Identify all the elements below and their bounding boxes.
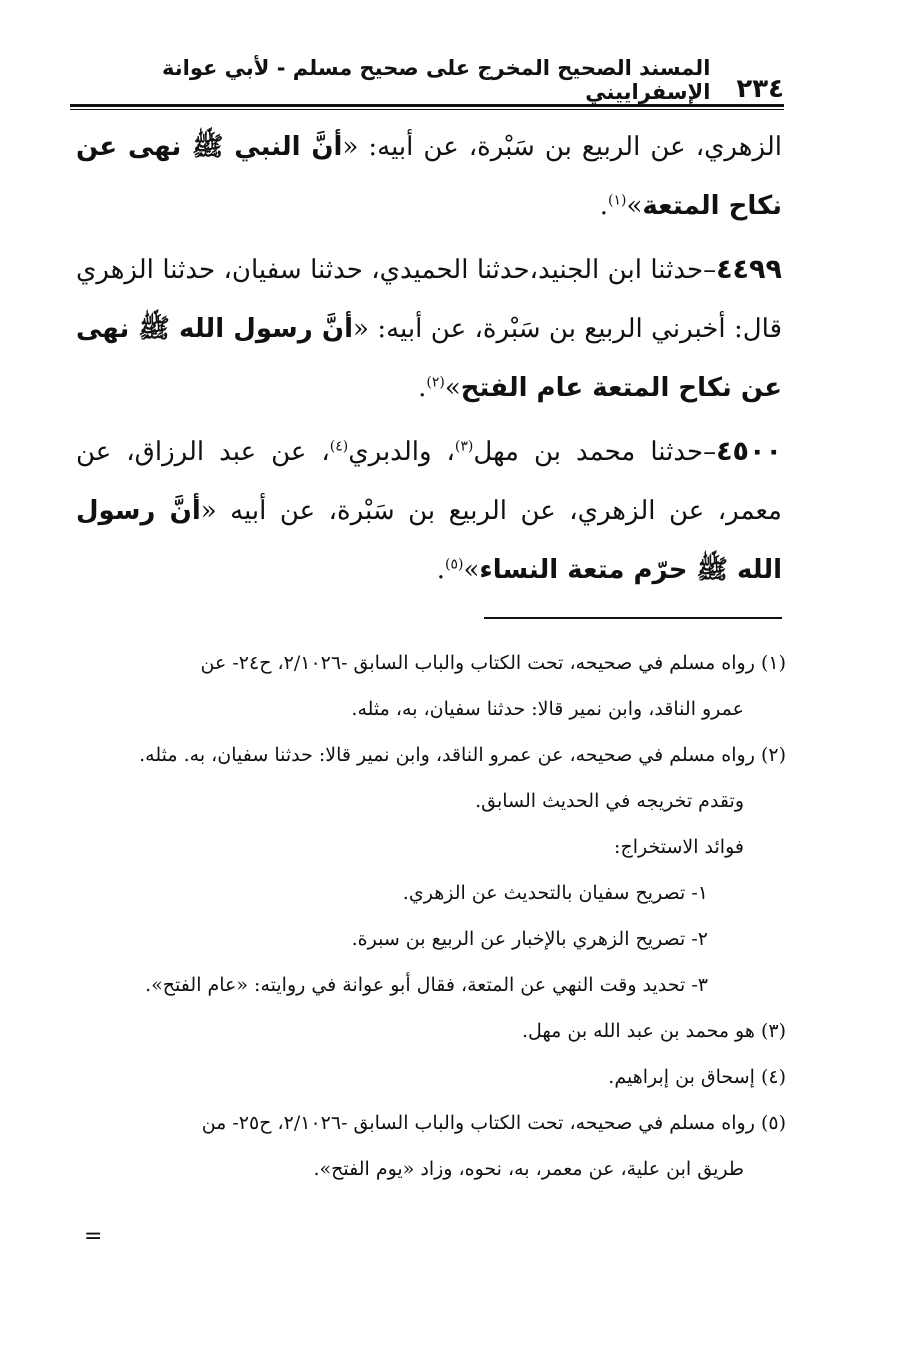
- footnote-1-line-1: رواه مسلم في صحيحه، تحت الكتاب والباب السابق -٢/١٠٢٦، ح٢٤- عن: [200, 652, 755, 674]
- benefit-item-2: ٢- تصريح الزهري بالإخبار عن الربيع بن سبرة.: [351, 928, 708, 950]
- page-number: ٢٣٤: [736, 74, 784, 104]
- p3-quote-end: »: [463, 555, 480, 585]
- footnote-3-text: هو محمد بن عبد الله بن مهل.: [521, 1020, 755, 1042]
- footnote-2-line-1: رواه مسلم في صحيحه، عن عمرو الناقد، وابن نمير قالا: حدثنا سفيان، به. مثله.: [139, 744, 755, 766]
- p3-footnote-ref-4[interactable]: (٤): [329, 438, 349, 455]
- p2-quote-end: »: [444, 373, 461, 403]
- p1-hadith-text: أنَّ النبي ﷺ نهى عن نكاح المتعة: [76, 132, 782, 221]
- footnote-separator: [484, 617, 782, 619]
- p2-hadith-text: أنَّ رسول الله ﷺ نهى عن نكاح المتعة عام الفتح: [76, 314, 782, 403]
- continuation-mark: =: [84, 1224, 103, 1249]
- footnote-1-line-2: عمرو الناقد، وابن نمير قالا: حدثنا سفيان، به، مثله.: [351, 698, 744, 720]
- footnote-3-marker: (٣): [760, 1020, 786, 1042]
- footnote-4-text: إسحاق بن إبراهيم.: [608, 1066, 755, 1088]
- page-header: [70, 56, 784, 104]
- benefit-item-3: ٣- تحديد وقت النهي عن المتعة، فقال أبو عوانة في روايته: «عام الفتح».: [145, 974, 708, 996]
- footnote-5-marker: (٥): [760, 1112, 786, 1134]
- p3-text-3: ، عن عبد الرزاق، عن معمر، عن الزهري، عن الربيع بن سَبْرة، عن أبيه «: [76, 437, 782, 526]
- footnotes: [78, 640, 786, 1192]
- footnote-5: [78, 1100, 786, 1192]
- footnote-2: [78, 732, 786, 824]
- p3-hadith-text: أنَّ رسول الله ﷺ حرّم متعة النساء: [76, 496, 782, 585]
- hadith-4499: [76, 240, 782, 418]
- p3-footnote-ref-5[interactable]: (٥): [445, 556, 464, 573]
- benefits-title: فوائد الاستخراج:: [614, 836, 744, 858]
- footnote-3: [78, 1008, 786, 1054]
- main-text: [76, 118, 782, 604]
- p1-tail: .: [599, 191, 608, 221]
- p1-text: الزهري، عن الربيع بن سَبْرة، عن أبيه: «: [342, 132, 782, 162]
- footnote-5-line-2: طريق ابن علية، عن معمر، به، نحوه، وزاد «يوم الفتح».: [313, 1158, 744, 1180]
- footnote-2-line-2: وتقدم تخريجه في الحديث السابق.: [475, 790, 744, 812]
- hadith-4500: [76, 422, 782, 600]
- footnote-5-line-1: رواه مسلم في صحيحه، تحت الكتاب والباب السابق -٢/١٠٢٦، ح٢٥- من: [201, 1112, 755, 1134]
- header-rule-thick: [70, 104, 784, 107]
- header-rule-thin: [70, 109, 784, 110]
- p2-footnote-ref[interactable]: (٢): [426, 374, 445, 391]
- footnote-1-marker: (١): [760, 652, 786, 674]
- p3-tail: .: [436, 555, 446, 585]
- footnote-4: [78, 1054, 786, 1100]
- p3-footnote-ref-3[interactable]: (٣): [454, 438, 474, 455]
- paragraph-continuation: [76, 118, 782, 236]
- book-title: المسند الصحيح المخرج على صحيح مسلم - لأبي عوانة الإسفراييني: [162, 56, 711, 104]
- p1-quote-end: »: [626, 191, 643, 221]
- p2-text: –حدثنا ابن الجنيد،حدثنا الحميدي، حدثنا سفيان، حدثنا الزهري قال: أخبرني الربيع بن سَبْرة، عن أبيه: «: [76, 255, 783, 344]
- benefit-item-1: ١- تصريح سفيان بالتحديث عن الزهري.: [402, 882, 708, 904]
- p3-text-1: –حدثنا محمد بن مهل: [473, 437, 717, 467]
- p2-tail: .: [418, 373, 427, 403]
- p3-text-2: ، والدبري: [348, 437, 455, 467]
- footnote-1: [78, 640, 786, 732]
- footnote-4-marker: (٤): [760, 1066, 786, 1088]
- hadith-number-4499: ٤٤٩٩: [716, 254, 782, 285]
- footnote-2-marker: (٢): [760, 744, 786, 766]
- p1-footnote-ref[interactable]: (١): [608, 192, 627, 209]
- hadith-number-4500: ٤٥٠٠: [716, 436, 782, 467]
